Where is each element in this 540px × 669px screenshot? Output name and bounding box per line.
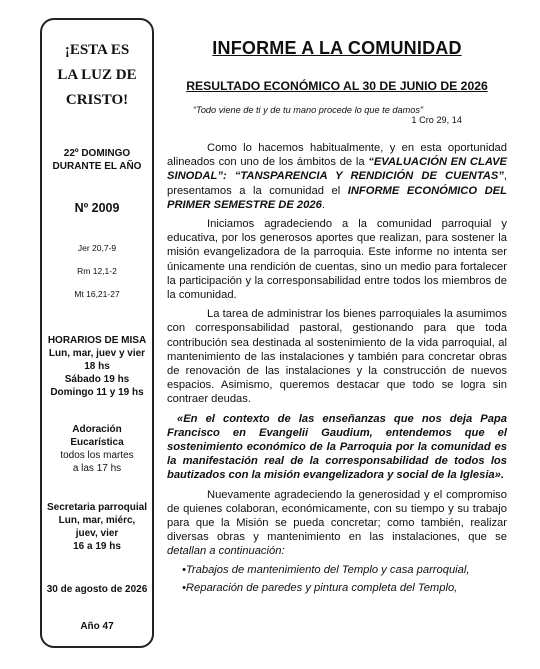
bible-quote: “Todo viene de ti y de tu mano procede lo que te damos” bbox=[193, 105, 424, 115]
issue-date: 30 de agosto de 2026 bbox=[46, 584, 148, 595]
readings: Jer 20,7-9 Rm 12,1-2 Mt 16,21-27 bbox=[74, 243, 120, 299]
report-subtitle: RESULTADO ECONÓMICO AL 30 DE JUNIO DE 2026 bbox=[186, 79, 488, 93]
sidebar-title: ¡ESTA ES LA LUZ DE CRISTO! bbox=[57, 42, 137, 108]
list-item: •Reparación de paredes y pintura completa del Templo, bbox=[182, 581, 458, 594]
page-title: INFORME A LA COMUNIDAD bbox=[212, 38, 462, 58]
paragraph-administration: La tarea de administrar los bienes parroquiales la asumimos con corresponsabilidad pastoral, gestionando para que toda contribución sea destinada al sostenimiento de la vida parroquial, al mantenimiento de las instalaciones y también para concretar obras de renovación de las instalaciones y la construcción de nuevos espacios. Asimismo, queremos destacar que todo se logra sin contraer deudas. bbox=[167, 308, 507, 406]
adoration-schedule: Adoración Eucarística todos los martes a las 17 hs bbox=[60, 424, 134, 474]
sunday-label: 22º DOMINGO DURANTE EL AÑO bbox=[52, 148, 142, 172]
sidebar-panel bbox=[40, 18, 154, 648]
issue-number: Nº 2009 bbox=[74, 201, 120, 215]
list-item: •Trabajos de mantenimiento del Templo y casa parroquial, bbox=[182, 563, 470, 576]
report-body bbox=[167, 38, 507, 597]
paragraph-intro: Como lo hacemos habitualmente, y en esta oportunidad alineados con uno de los ámbitos de la “EVALUACIÓN EN CLAVE SINODAL”: “TANSPARENCIA Y RENDICIÓN DE CUENTAS”, presentamos a la comunidad el INFORME ECONÓMICO DEL PRIMER SEMESTRE DE 2026. bbox=[167, 142, 507, 211]
mass-schedule: HORARIOS DE MISA Lun, mar, juev y vier 18 hs Sábado 19 hs Domingo 11 y 19 hs bbox=[47, 335, 147, 398]
paragraph-evangelii-quote: «En el contexto de las enseñanzas que nos deja Papa Francisco en Evangelii Gaudium, entendemos que el sostenimiento económico de la Parroquia por la comunidad es la manifestación real de la corresponsabilidad de todos los bautizados con la misión evangelizadora y social de la Iglesia». bbox=[167, 412, 507, 482]
bible-quote-ref: 1 Cro 29, 14 bbox=[411, 115, 462, 125]
paragraph-gratitude: Nuevamente agradeciendo la generosidad y el compromiso de quienes colaboran, económicamente, con su tiempo y su trabajo para que la Misión se pueda concretar; como también, realizar diversas obras y mantenimiento en las instalaciones, que se detallan a continuación: bbox=[167, 488, 507, 558]
paragraph-thanks: Iniciamos agradeciendo a la comunidad parroquial y educativa, por los generosos aportes que realizan, para sostener la misión evangelizadora de la parroquia. Este informe no intenta ser únicamente una rendición de cuentas, sino un medio para fortalecer la participación y la corresponsabilidad entre todos los miembros de la comunidad. bbox=[167, 218, 507, 302]
secretaria-hours: Secretaria parroquial Lun, mar, miérc, juev, vier 16 a 19 hs bbox=[46, 502, 148, 552]
issue-year: Año 47 bbox=[80, 621, 114, 632]
